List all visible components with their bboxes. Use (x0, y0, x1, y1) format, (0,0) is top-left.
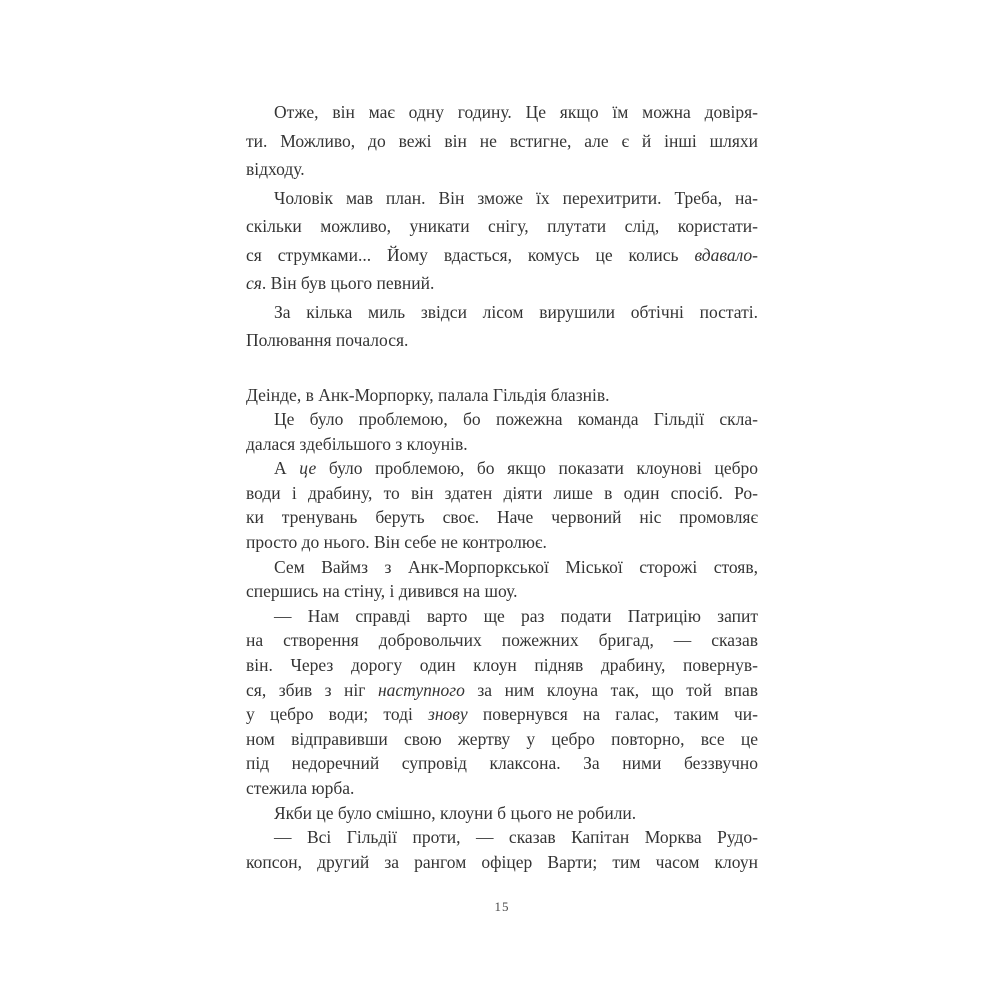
italic-segment: це (299, 458, 317, 479)
text-line (246, 825, 758, 850)
text-segment: За кілька миль звідси лісом вирушили обтічні постаті. (274, 301, 758, 322)
text-segment: Це було проблемою, бо пожежна команда Гільдії скла- (274, 409, 758, 430)
text-segment: ном відправивши свою жертву у цебро повторно, все це (246, 728, 758, 749)
text-block (246, 98, 758, 874)
text-line (246, 383, 758, 408)
text-segment: ся, збив з ніг (246, 679, 378, 700)
text-line (246, 801, 758, 826)
text-segment: відходу. (246, 159, 305, 179)
text-line (246, 456, 758, 481)
text-line (246, 678, 758, 703)
text-segment: Полювання почалося. (246, 330, 409, 350)
text-line (246, 298, 758, 327)
text-line (246, 184, 758, 213)
text-segment: ки тренувань беруть своє. Наче червоний ніс промовляє (246, 507, 758, 528)
italic-segment: ся (246, 273, 262, 293)
text-line (246, 702, 758, 727)
text-line (246, 628, 758, 653)
text-segment: стежила юрба. (246, 778, 355, 798)
text-segment: . Він був цього певний. (261, 273, 435, 293)
text-line (246, 407, 758, 432)
text-line (246, 212, 758, 241)
text-segment: Отже, він має одну годину. Це якщо їм можна довіря- (274, 102, 758, 122)
text-segment: було проблемою, бо якщо показати клоунові цебро (316, 458, 758, 479)
text-line (246, 751, 758, 776)
text-line (246, 850, 758, 875)
italic-segment: вдавало- (694, 244, 758, 265)
text-line (246, 241, 758, 270)
text-segment: ти. Можливо, до вежі він не встигне, але є й інші шляхи (246, 130, 758, 151)
text-segment: далася здебільшого з клоунів. (246, 433, 468, 454)
text-segment: повернувся на галас, таким чи- (467, 704, 758, 725)
text-line (246, 555, 758, 580)
text-segment: Чоловік мав план. Він зможе їх перехитрити. Треба, на- (274, 187, 758, 208)
text-line (246, 127, 758, 156)
text-segment: ся струмками... Йому вдасться, комусь це колись (246, 244, 695, 265)
text-line (246, 530, 758, 555)
text-line (246, 155, 758, 184)
text-segment: на створення добровольчих пожежних бригад, — сказав (246, 630, 758, 651)
text-segment: — Всі Гільдії проти, — сказав Капітан Морква Рудо- (274, 827, 758, 848)
text-line (246, 269, 758, 298)
text-line (246, 579, 758, 604)
italic-segment: наступного (377, 679, 465, 700)
text-segment: скільки можливо, уникати снігу, плутати слід, користати- (246, 216, 758, 236)
page-number: 15 (494, 899, 510, 914)
text-line (246, 326, 758, 355)
text-segment: у цебро води; тоді (246, 704, 429, 725)
text-line (246, 505, 758, 530)
text-segment: просто до нього. Він себе не контролює. (246, 532, 547, 553)
text-line (246, 727, 758, 752)
italic-segment: знову (428, 704, 468, 725)
text-line (246, 432, 758, 457)
text-line (246, 604, 758, 629)
text-segment: спершись на стіну, і дивився на шоу. (246, 581, 518, 602)
text-segment: Деінде, в Анк-Морпорку, палала Гільдія блазнів. (246, 384, 610, 405)
text-segment: копсон, другий за рангом офіцер Варти; тим часом клоун (246, 851, 758, 872)
text-segment: Сем Ваймз з Анк-Морпоркської Міської сторожі стояв, (274, 556, 758, 577)
text-segment: Якби це було смішно, клоуни б цього не робили. (274, 802, 637, 823)
text-segment: води і драбину, то він здатен діяти лише в один спосіб. Ро- (246, 482, 758, 503)
text-segment: він. Через дорогу один клоун підняв драбину, повернув- (246, 655, 758, 676)
text-segment: під недоречний супровід клаксона. За ними беззвучно (246, 753, 758, 774)
text-line (246, 776, 758, 801)
text-segment: за ним клоуна так, що той впав (464, 679, 758, 700)
text-segment: — Нам справді варто ще раз подати Патрицію запит (274, 605, 758, 626)
text-segment: А (274, 458, 300, 479)
text-line (246, 481, 758, 506)
text-line (246, 98, 758, 127)
text-line (246, 653, 758, 678)
